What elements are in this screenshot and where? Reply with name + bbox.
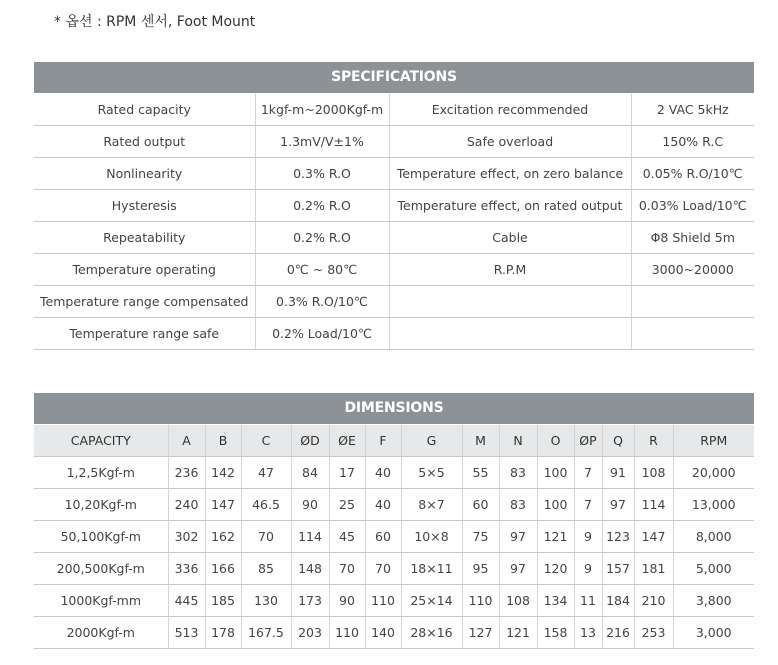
dim-cell: 253 bbox=[634, 617, 673, 649]
spec-cell: Nonlinearity bbox=[34, 158, 255, 190]
dim-cell: 60 bbox=[365, 521, 401, 553]
dim-cell: 3,000 bbox=[673, 617, 754, 649]
dim-cell: 20,000 bbox=[673, 457, 754, 489]
spec-cell: 150% R.C bbox=[631, 126, 754, 158]
dim-cell: 9 bbox=[574, 521, 602, 553]
dim-cell: 3,800 bbox=[673, 585, 754, 617]
dim-cell: 166 bbox=[205, 553, 241, 585]
dim-cell: 40 bbox=[365, 489, 401, 521]
dim-header-cell: N bbox=[499, 425, 537, 457]
dim-cell: 5,000 bbox=[673, 553, 754, 585]
dim-cell: 445 bbox=[168, 585, 205, 617]
dim-cell: 97 bbox=[499, 553, 537, 585]
dim-cell: 25 bbox=[329, 489, 365, 521]
dim-cell: 84 bbox=[291, 457, 329, 489]
spec-cell: 0.03% Load/10℃ bbox=[631, 190, 754, 222]
dim-cell: 121 bbox=[537, 521, 574, 553]
dim-row bbox=[34, 617, 754, 649]
dim-cell: 85 bbox=[241, 553, 291, 585]
dim-cell: 10,20Kgf-m bbox=[34, 489, 168, 521]
spec-cell bbox=[631, 286, 754, 318]
dim-cell: 83 bbox=[499, 489, 537, 521]
dim-cell: 1,2,5Kgf-m bbox=[34, 457, 168, 489]
dim-cell: 5×5 bbox=[401, 457, 462, 489]
spec-row bbox=[34, 318, 754, 350]
spec-cell: 3000~20000 bbox=[631, 254, 754, 286]
spec-row bbox=[34, 94, 754, 126]
dim-cell: 157 bbox=[602, 553, 634, 585]
dim-cell: 110 bbox=[365, 585, 401, 617]
dim-cell: 45 bbox=[329, 521, 365, 553]
spec-cell: 0.2% R.O bbox=[255, 190, 389, 222]
dim-cell: 75 bbox=[462, 521, 499, 553]
dim-cell: 134 bbox=[537, 585, 574, 617]
dim-cell: 148 bbox=[291, 553, 329, 585]
dim-cell: 13 bbox=[574, 617, 602, 649]
dim-cell: 236 bbox=[168, 457, 205, 489]
dim-cell: 11 bbox=[574, 585, 602, 617]
spec-cell: Repeatability bbox=[34, 222, 255, 254]
dim-cell: 181 bbox=[634, 553, 673, 585]
dim-cell: 17 bbox=[329, 457, 365, 489]
dim-cell: 90 bbox=[291, 489, 329, 521]
dim-cell: 55 bbox=[462, 457, 499, 489]
spec-cell: Safe overload bbox=[389, 126, 631, 158]
dim-cell: 110 bbox=[462, 585, 499, 617]
spec-cell: Temperature effect, on rated output bbox=[389, 190, 631, 222]
dim-cell: 178 bbox=[205, 617, 241, 649]
dim-header-cell: B bbox=[205, 425, 241, 457]
dim-cell: 83 bbox=[499, 457, 537, 489]
specifications-table bbox=[34, 94, 754, 350]
spec-cell: 1kgf-m~2000Kgf-m bbox=[255, 94, 389, 126]
dim-header-cell: F bbox=[365, 425, 401, 457]
spec-cell: Excitation recommended bbox=[389, 94, 631, 126]
specifications-title: SPECIFICATIONS bbox=[34, 62, 754, 93]
dim-cell: 110 bbox=[329, 617, 365, 649]
dim-cell: 108 bbox=[634, 457, 673, 489]
dim-cell: 127 bbox=[462, 617, 499, 649]
spec-row bbox=[34, 254, 754, 286]
dim-header-cell: ØP bbox=[574, 425, 602, 457]
dim-cell: 121 bbox=[499, 617, 537, 649]
dim-cell: 95 bbox=[462, 553, 499, 585]
dim-header-cell: ØE bbox=[329, 425, 365, 457]
dim-cell: 40 bbox=[365, 457, 401, 489]
spec-cell: Cable bbox=[389, 222, 631, 254]
dim-cell: 120 bbox=[537, 553, 574, 585]
dim-cell: 100 bbox=[537, 489, 574, 521]
dim-header-cell: RPM bbox=[673, 425, 754, 457]
spec-cell: 2 VAC 5kHz bbox=[631, 94, 754, 126]
dim-header-cell: R bbox=[634, 425, 673, 457]
dimensions-table bbox=[34, 425, 754, 649]
dim-cell: 210 bbox=[634, 585, 673, 617]
dim-cell: 47 bbox=[241, 457, 291, 489]
spec-cell: Temperature range compensated bbox=[34, 286, 255, 318]
spec-cell bbox=[631, 318, 754, 350]
dim-cell: 70 bbox=[241, 521, 291, 553]
dim-cell: 18×11 bbox=[401, 553, 462, 585]
dimensions-title: DIMENSIONS bbox=[34, 393, 754, 424]
dim-header-cell: Q bbox=[602, 425, 634, 457]
spec-cell: 0.2% Load/10℃ bbox=[255, 318, 389, 350]
dim-cell: 140 bbox=[365, 617, 401, 649]
dim-row bbox=[34, 521, 754, 553]
dim-cell: 8×7 bbox=[401, 489, 462, 521]
dim-cell: 114 bbox=[291, 521, 329, 553]
dim-header-cell: CAPACITY bbox=[34, 425, 168, 457]
dim-cell: 25×14 bbox=[401, 585, 462, 617]
dim-cell: 162 bbox=[205, 521, 241, 553]
dim-cell: 1000Kgf-mm bbox=[34, 585, 168, 617]
dim-cell: 513 bbox=[168, 617, 205, 649]
dim-header-cell: O bbox=[537, 425, 574, 457]
spec-cell: Temperature range safe bbox=[34, 318, 255, 350]
spec-cell: Hysteresis bbox=[34, 190, 255, 222]
spec-cell: Rated capacity bbox=[34, 94, 255, 126]
dim-cell: 216 bbox=[602, 617, 634, 649]
dim-cell: 7 bbox=[574, 457, 602, 489]
spec-cell: Rated output bbox=[34, 126, 255, 158]
spec-cell bbox=[389, 286, 631, 318]
spec-row bbox=[34, 158, 754, 190]
spec-cell: R.P.M bbox=[389, 254, 631, 286]
dim-cell: 28×16 bbox=[401, 617, 462, 649]
dim-cell: 97 bbox=[602, 489, 634, 521]
spec-cell: 0℃ ~ 80℃ bbox=[255, 254, 389, 286]
spec-row bbox=[34, 222, 754, 254]
spec-row bbox=[34, 126, 754, 158]
dim-cell: 2000Kgf-m bbox=[34, 617, 168, 649]
dim-cell: 70 bbox=[329, 553, 365, 585]
dim-cell: 108 bbox=[499, 585, 537, 617]
dim-row bbox=[34, 585, 754, 617]
dim-cell: 97 bbox=[499, 521, 537, 553]
spec-cell: Temperature operating bbox=[34, 254, 255, 286]
dim-cell: 100 bbox=[537, 457, 574, 489]
dim-cell: 302 bbox=[168, 521, 205, 553]
dim-header-cell: ØD bbox=[291, 425, 329, 457]
spec-cell: 0.3% R.O/10℃ bbox=[255, 286, 389, 318]
dim-cell: 147 bbox=[205, 489, 241, 521]
dim-cell: 184 bbox=[602, 585, 634, 617]
dim-cell: 336 bbox=[168, 553, 205, 585]
dim-cell: 203 bbox=[291, 617, 329, 649]
dim-cell: 90 bbox=[329, 585, 365, 617]
dim-cell: 9 bbox=[574, 553, 602, 585]
dim-header-cell: C bbox=[241, 425, 291, 457]
spec-row bbox=[34, 286, 754, 318]
dim-cell: 158 bbox=[537, 617, 574, 649]
dim-cell: 240 bbox=[168, 489, 205, 521]
spec-cell bbox=[389, 318, 631, 350]
dim-cell: 142 bbox=[205, 457, 241, 489]
dimensions-header-row bbox=[34, 425, 754, 457]
dim-cell: 123 bbox=[602, 521, 634, 553]
dim-header-cell: A bbox=[168, 425, 205, 457]
spec-cell: 1.3mV/V±1% bbox=[255, 126, 389, 158]
dim-header-cell: G bbox=[401, 425, 462, 457]
spec-row bbox=[34, 190, 754, 222]
dim-cell: 10×8 bbox=[401, 521, 462, 553]
dim-cell: 114 bbox=[634, 489, 673, 521]
dim-cell: 13,000 bbox=[673, 489, 754, 521]
dim-cell: 60 bbox=[462, 489, 499, 521]
dim-cell: 173 bbox=[291, 585, 329, 617]
spec-cell: 0.2% R.O bbox=[255, 222, 389, 254]
dim-cell: 50,100Kgf-m bbox=[34, 521, 168, 553]
dim-header-cell: M bbox=[462, 425, 499, 457]
dim-cell: 91 bbox=[602, 457, 634, 489]
option-note: * 옵션 : RPM 센서, Foot Mount bbox=[54, 14, 256, 30]
dim-row bbox=[34, 489, 754, 521]
dim-cell: 130 bbox=[241, 585, 291, 617]
dim-cell: 185 bbox=[205, 585, 241, 617]
spec-cell: Φ8 Shield 5m bbox=[631, 222, 754, 254]
dim-cell: 167.5 bbox=[241, 617, 291, 649]
dim-cell: 46.5 bbox=[241, 489, 291, 521]
spec-cell: 0.05% R.O/10℃ bbox=[631, 158, 754, 190]
dim-cell: 70 bbox=[365, 553, 401, 585]
dim-cell: 7 bbox=[574, 489, 602, 521]
spec-cell: Temperature effect, on zero balance bbox=[389, 158, 631, 190]
dim-row bbox=[34, 553, 754, 585]
dim-cell: 147 bbox=[634, 521, 673, 553]
dim-cell: 200,500Kgf-m bbox=[34, 553, 168, 585]
dim-cell: 8,000 bbox=[673, 521, 754, 553]
dim-row bbox=[34, 457, 754, 489]
spec-cell: 0.3% R.O bbox=[255, 158, 389, 190]
